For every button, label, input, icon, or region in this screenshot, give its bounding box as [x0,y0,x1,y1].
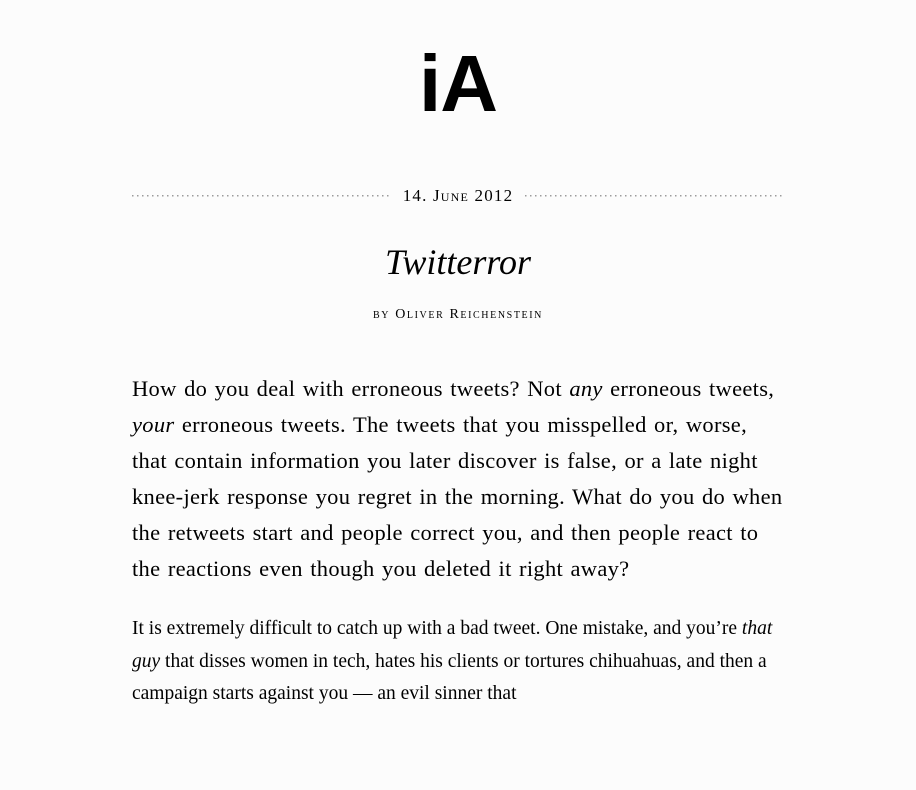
article-lede-paragraph: How do you deal with erroneous tweets? Not any erroneous tweets, your erroneous tweets. The tweets that you misspelled or, worse, that contain information you later discover is false, or a late night knee-jerk response you regret in the morning. What do you do when the retweets start and people correct you, and then people react to the reactions even though you deleted it right away? [132,376,783,582]
dotted-rule-left [132,195,391,197]
article-byline: by Oliver Reichenstein [373,307,543,323]
site-logo[interactable]: iA [419,39,497,128]
article-body [132,371,784,711]
article-title: Twitterror [384,242,532,282]
article-date: 14. June 2012 [402,186,514,205]
date-divider-row [132,186,784,206]
dotted-rule-right [525,195,784,197]
page [132,39,784,711]
article-paragraph: It is extremely difficult to catch up with a bad tweet. One mistake, and you’re that guy that disses women in tech, hates his clients or tortures chihuahuas, and then a campaign starts against you — an evil sinner that [132,618,773,705]
